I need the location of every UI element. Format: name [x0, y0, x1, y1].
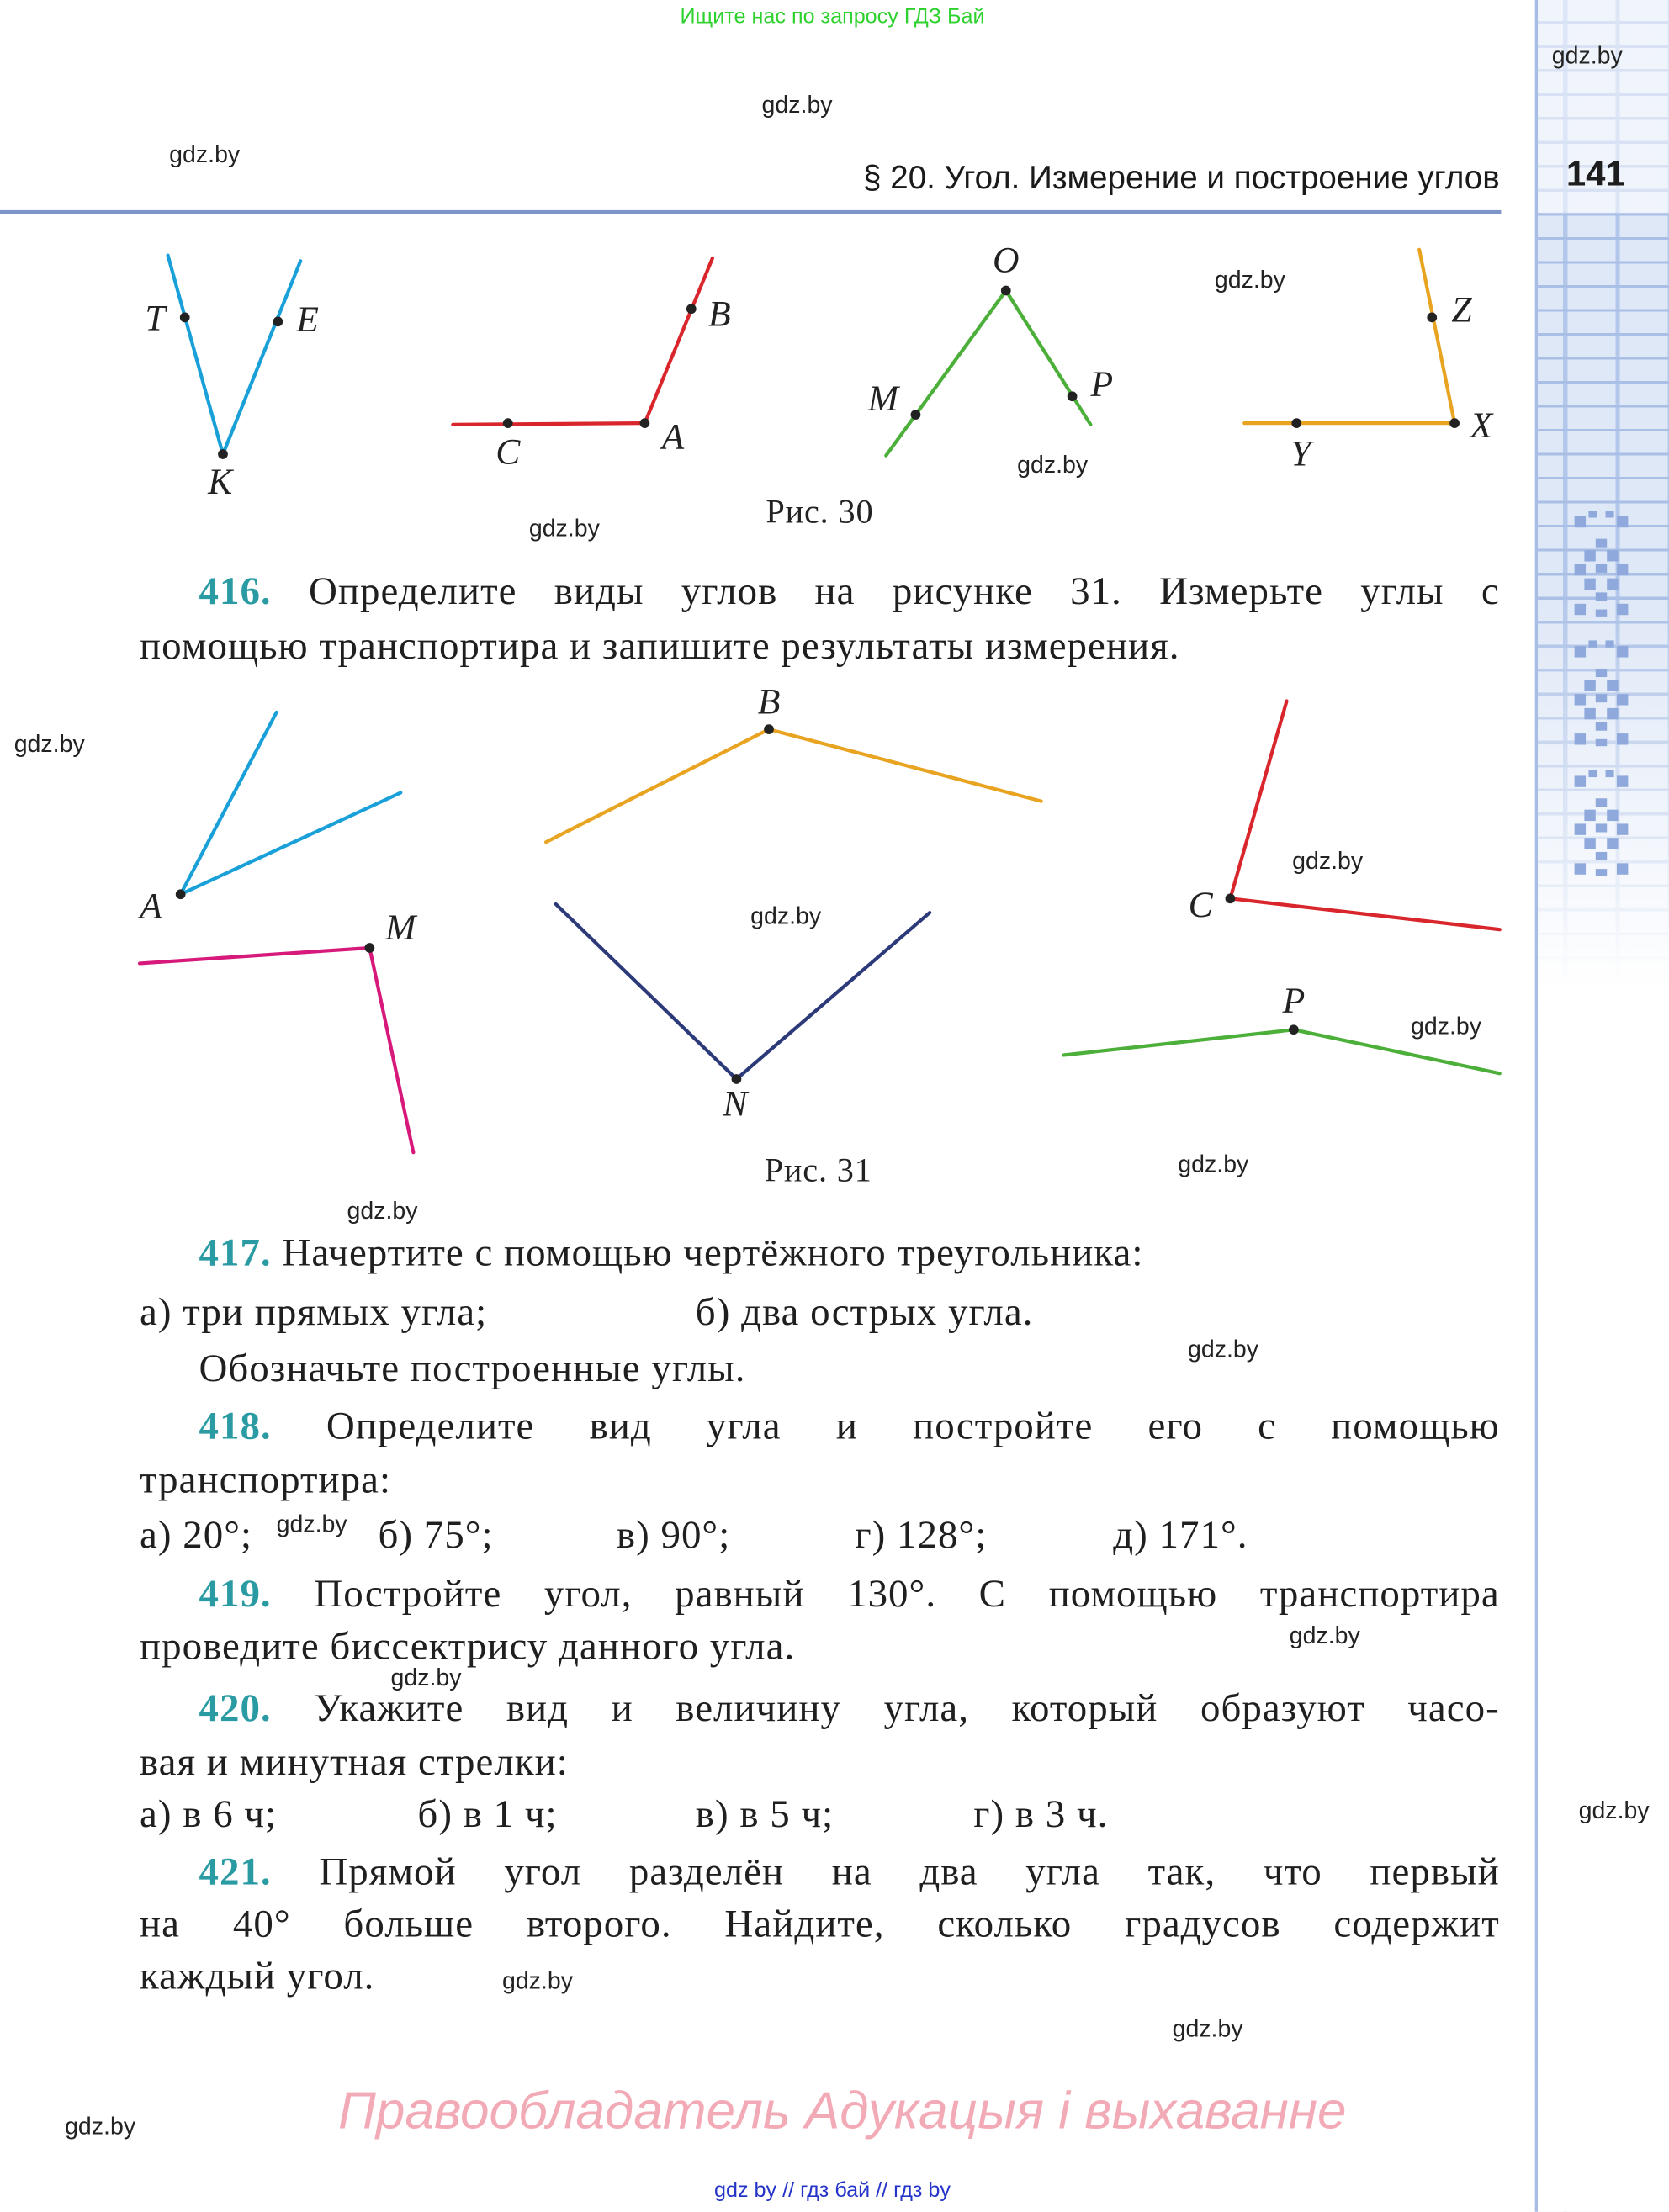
watermark: gdz.by	[750, 902, 822, 930]
task-421-line-1	[140, 1850, 1500, 1896]
task-number: 420.	[199, 1686, 272, 1731]
watermark: gdz.by	[528, 515, 600, 542]
label-N: N	[723, 1083, 748, 1125]
label-M: M	[385, 907, 416, 948]
task-text: Начертите с помощью чертёжного треугольника:	[271, 1231, 1144, 1276]
point-O	[1001, 286, 1011, 296]
point-B	[686, 304, 697, 314]
point-X	[1449, 418, 1460, 428]
task-420-option: б) в 1 ч;	[417, 1792, 558, 1837]
task-417-line-3: Обозначьте построенные углы.	[199, 1347, 746, 1391]
task-418-option: д) 171°.	[1113, 1513, 1248, 1558]
task-420-line-1	[140, 1687, 1500, 1733]
watermark: gdz.by	[1178, 1151, 1249, 1178]
angle-M	[140, 948, 413, 1152]
watermark: gdz.by	[276, 1511, 347, 1538]
watermark: gdz.by	[347, 1197, 418, 1225]
task-419-line-2: проведите биссектрису данного угла.	[140, 1625, 796, 1670]
task-416-line-1	[140, 570, 1500, 616]
task-text: Прямой угол разделён на два угла так, что первый	[271, 1850, 1500, 1895]
label-Z: Z	[1451, 289, 1472, 331]
task-418-line-2: транспортира:	[140, 1458, 392, 1503]
task-number: 416.	[199, 569, 272, 614]
point-N	[732, 1074, 742, 1084]
task-420-option: в) в 5 ч;	[695, 1792, 834, 1837]
watermark: gdz.by	[1214, 266, 1285, 294]
point-C	[1226, 893, 1236, 903]
point-K	[218, 449, 228, 459]
task-417-line-1	[199, 1231, 1143, 1277]
bottom-site-links[interactable]: gdz by // гдз бай // гдз by	[713, 2178, 951, 2203]
watermark: gdz.by	[169, 140, 241, 168]
label-O: O	[993, 240, 1020, 281]
label-B: B	[708, 294, 731, 335]
task-420-option: а) в 6 ч;	[140, 1792, 278, 1837]
page-number: 141	[1566, 154, 1625, 194]
task-416-line-2: помощью транспортира и запишите результаты измерения.	[140, 624, 1180, 669]
task-418-option: а) 20°;	[140, 1513, 253, 1558]
task-419-line-1	[140, 1573, 1500, 1618]
angle-TKE	[168, 256, 301, 454]
point-T	[180, 312, 190, 322]
watermark: gdz.by	[1411, 1013, 1482, 1040]
point-B	[764, 724, 774, 734]
angle-C	[1230, 701, 1499, 930]
point-C	[503, 418, 513, 428]
watermark: gdz.by	[65, 2113, 136, 2141]
task-number: 421.	[199, 1850, 272, 1895]
watermark: gdz.by	[1289, 1622, 1360, 1649]
task-418-option: в) 90°;	[616, 1513, 731, 1558]
task-number: 417.	[199, 1231, 272, 1276]
watermark: gdz.by	[761, 92, 833, 119]
top-search-note[interactable]: Ищите нас по запросу ГДЗ Бай	[680, 4, 985, 29]
point-M	[911, 410, 921, 420]
label-E: E	[296, 299, 319, 341]
task-417-option-b: б) два острых угла.	[695, 1290, 1034, 1335]
watermark: gdz.by	[13, 730, 85, 758]
task-number: 418.	[199, 1405, 272, 1449]
label-C: C	[495, 431, 521, 473]
watermark: gdz.by	[1017, 451, 1089, 479]
label-Y: Y	[1290, 433, 1311, 474]
task-418-option: б) 75°;	[378, 1513, 494, 1558]
label-A: A	[140, 886, 162, 927]
angle-N	[556, 904, 930, 1079]
task-421-line-2: на 40° больше второго. Найдите, сколько градусов содержит	[140, 1902, 1500, 1947]
watermark: gdz.by	[501, 1967, 573, 1995]
task-number: 419.	[199, 1572, 272, 1617]
watermark: gdz.by	[1172, 2015, 1243, 2043]
label-T: T	[145, 298, 166, 339]
label-P: P	[1090, 364, 1114, 405]
angle-MOP	[886, 290, 1090, 455]
label-X: X	[1470, 405, 1493, 446]
point-Y	[1291, 418, 1301, 428]
figure-31-caption: Рис. 31	[764, 1153, 872, 1190]
point-E	[273, 317, 283, 327]
point-A	[176, 889, 186, 899]
label-K: K	[208, 461, 233, 502]
label-C: C	[1188, 885, 1213, 926]
watermark: gdz.by	[1551, 42, 1623, 70]
figure-30-caption: Рис. 30	[766, 494, 874, 532]
task-421-line-3: каждый угол.	[140, 1955, 375, 1999]
label-M: M	[867, 378, 899, 419]
watermark: gdz.by	[1188, 1336, 1259, 1363]
copyright-footer: Правообладатель Адукацыя і выхаванне	[337, 2082, 1347, 2141]
point-Z	[1427, 312, 1437, 322]
point-P	[1068, 391, 1078, 401]
task-text: Определите вид угла и постройте его с помощью	[271, 1405, 1500, 1449]
watermark: gdz.by	[390, 1664, 462, 1691]
task-text: Определите виды углов на рисунке 31. Измерьте углы с	[271, 569, 1500, 614]
point-P	[1289, 1024, 1299, 1035]
task-418-option: г) 128°;	[855, 1513, 988, 1558]
angle-A	[181, 712, 401, 894]
label-P: P	[1282, 981, 1306, 1022]
label-B: B	[757, 681, 781, 722]
task-420-line-2: вая и минутная стрелки:	[140, 1740, 569, 1785]
task-418-line-1	[140, 1405, 1500, 1450]
section-title: § 20. Угол. Измерение и построение углов	[863, 158, 1500, 196]
task-text: Постройте угол, равный 130°. С помощью транспортира	[271, 1572, 1500, 1617]
point-A	[640, 418, 650, 428]
watermark: gdz.by	[1292, 847, 1364, 875]
label-A: A	[661, 416, 685, 458]
figure-30	[145, 241, 1494, 502]
angle-CAB	[453, 258, 713, 425]
task-420-option: г) в 3 ч.	[973, 1792, 1109, 1837]
task-417-option-a: а) три прямых угла;	[140, 1290, 488, 1335]
task-text: Укажите вид и величину угла, который образуют часо-	[271, 1686, 1500, 1731]
point-M	[365, 943, 375, 953]
watermark: gdz.by	[1578, 1797, 1650, 1824]
angle-B	[546, 729, 1041, 842]
